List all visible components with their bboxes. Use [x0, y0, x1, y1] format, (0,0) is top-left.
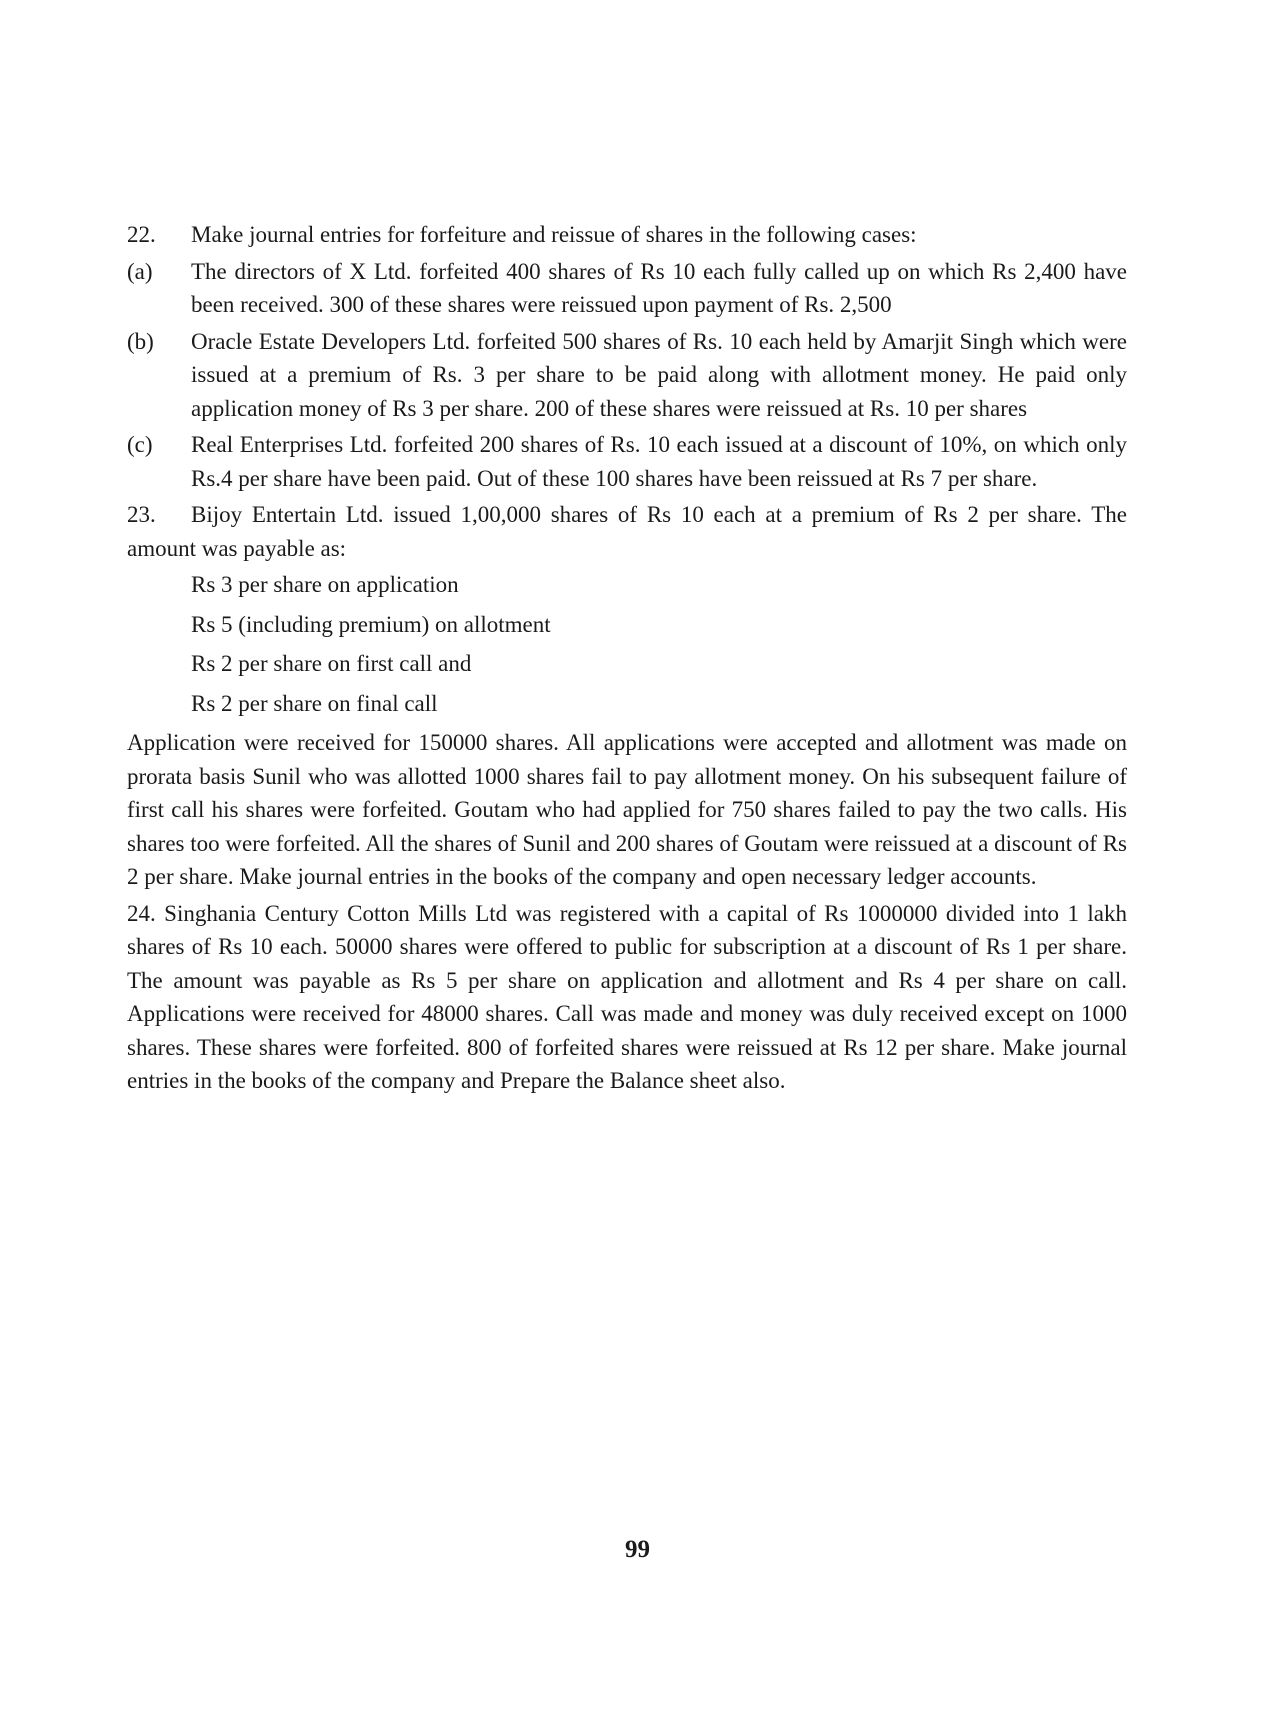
item-text: Oracle Estate Developers Ltd. forfeited 500 shares of Rs. 10 each held by Amarjit Singh which were issued at a premium of Rs. 3 per share to be paid along with allotment money. He paid only application money of Rs 3 per share. 200 of these shares were reissued at Rs. 10 per shares — [191, 328, 1127, 421]
question-24: 24. Singhania Century Cotton Mills Ltd was registered with a capital of Rs 1000000 divided into 1 lakh shares of Rs 10 each. 50000 shares were offered to public for subscription at a discount of Rs 1 per share. The amount was payable as Rs 5 per share on application and allotment and Rs 4 per share on call. Applications were received for 48000 shares. Call was made and money was duly received except on 1000 shares. These shares were forfeited. 800 of forfeited shares were reissued at Rs 12 per share. Make journal entries in the books of the company and Prepare the Balance sheet also. — [127, 900, 1127, 1093]
question-22-item-a — [127, 255, 1127, 322]
question-22-item-c — [127, 428, 1127, 495]
question-number: 22. — [127, 222, 156, 247]
question-23-body: Application were received for 150000 shares. All applications were accepted and allotment was made on prorata basis Sunil who was allotted 1000 shares fail to pay allotment money. On his subsequent failure of first call his shares were forfeited. Goutam who had applied for 750 shares failed to pay the two calls. His shares too were forfeited. All the shares of Sunil and 200 shares of Goutam were reissued at a discount of Rs 2 per share. Make journal entries in the books of the company and open necessary ledger accounts. — [127, 730, 1127, 889]
payment-schedule — [127, 568, 1127, 720]
schedule-item: Rs 2 per share on final call — [191, 690, 438, 716]
page-number: 99 — [625, 1536, 650, 1563]
schedule-item: Rs 5 (including premium) on allotment — [191, 611, 551, 637]
schedule-item: Rs 3 per share on application — [191, 572, 459, 597]
question-22-item-b — [127, 325, 1127, 426]
item-label: (b) — [127, 328, 154, 354]
question-23-intro — [127, 498, 1127, 565]
item-label: (a) — [127, 258, 153, 284]
question-22 — [127, 218, 1127, 252]
item-label: (c) — [127, 432, 153, 457]
item-text: The directors of X Ltd. forfeited 400 shares of Rs 10 each fully called up on which Rs 2,400 have been received. 300 of these shares were reissued upon payment of Rs. 2,500 — [191, 258, 1127, 317]
item-text: Real Enterprises Ltd. forfeited 200 shares of Rs. 10 each issued at a discount of 10%, on which only Rs.4 per share have been paid. Out of these 100 shares have been reissued at Rs 7 per share. — [191, 432, 1127, 491]
page-content — [127, 218, 1127, 1101]
question-text: Make journal entries for forfeiture and reissue of shares in the following cases: — [191, 222, 917, 247]
question-text: Bijoy Entertain Ltd. issued 1,00,000 shares of Rs 10 each at a premium of Rs 2 per share. The amount was payable as: — [127, 502, 1127, 561]
schedule-item: Rs 2 per share on first call and — [191, 651, 472, 676]
question-number: 23. — [127, 502, 156, 527]
